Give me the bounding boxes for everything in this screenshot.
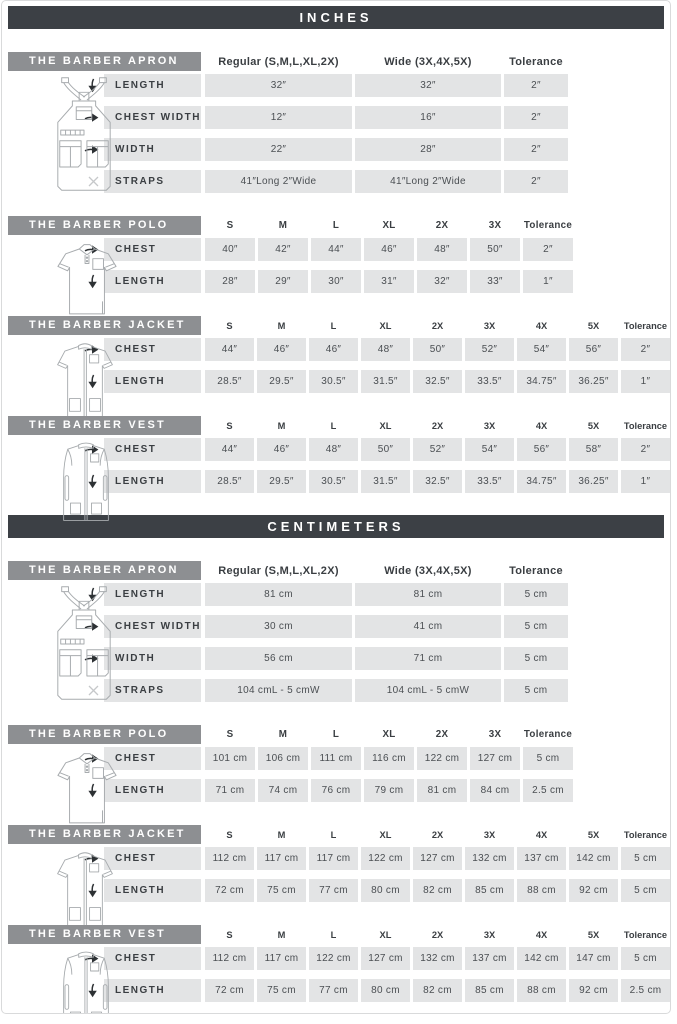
size-value: 2.5 cm: [621, 979, 670, 1002]
size-value: 132 cm: [413, 947, 462, 970]
row-values: [205, 170, 568, 193]
product-size-section: [8, 925, 670, 1002]
size-value: 122 cm: [309, 947, 358, 970]
section-header-row: [8, 52, 670, 71]
column-header: 5X: [587, 320, 600, 331]
row-label: CHEST WIDTH: [104, 106, 201, 129]
column-header: M: [277, 829, 286, 840]
column-header: S: [226, 929, 233, 940]
row-label: LENGTH: [104, 779, 201, 802]
size-value: 142 cm: [517, 947, 566, 970]
row-values: [205, 879, 670, 902]
centimeters-panel: [8, 561, 670, 1002]
size-value: 48″: [361, 338, 410, 361]
size-value: 147 cm: [569, 947, 618, 970]
row-values: [205, 270, 573, 293]
size-value: 29.5″: [257, 470, 306, 493]
column-header: L: [330, 929, 337, 940]
section-header-row: [8, 216, 670, 235]
column-headers: [205, 316, 670, 335]
size-value: 48″: [417, 238, 467, 261]
column-header: Tolerance: [523, 729, 573, 740]
size-value: 28″: [205, 270, 255, 293]
size-value: 111 cm: [311, 747, 361, 770]
column-header: 3X: [488, 220, 502, 231]
jacket-illustration: [54, 341, 116, 425]
row-values: [205, 238, 573, 261]
column-header: Wide (3X,4X,5X): [384, 55, 472, 68]
row-values: [205, 106, 568, 129]
size-value: 1″: [621, 370, 670, 393]
section-header-row: [8, 725, 670, 744]
size-value: 34.75″: [517, 370, 566, 393]
size-value: 104 cmL - 5 cmW: [355, 679, 501, 702]
column-header: 3X: [483, 929, 496, 940]
product-size-section: [8, 825, 670, 902]
column-header: S: [226, 320, 233, 331]
column-header: 2X: [431, 320, 444, 331]
column-header: L: [332, 729, 340, 740]
row-label: LENGTH: [104, 370, 201, 393]
row-values: [205, 138, 568, 161]
product-size-section: [8, 216, 670, 293]
size-value: 40″: [205, 238, 255, 261]
column-header: L: [330, 829, 337, 840]
size-value: 85 cm: [465, 879, 514, 902]
size-value: 127 cm: [470, 747, 520, 770]
column-header: 4X: [535, 320, 548, 331]
page-frame: [1, 0, 671, 1014]
size-value: 5 cm: [504, 615, 568, 638]
size-value: 54″: [465, 438, 514, 461]
row-values: [205, 583, 568, 606]
row-label: LENGTH: [104, 270, 201, 293]
column-header: XL: [379, 929, 392, 940]
column-header: S: [226, 829, 233, 840]
vest-illustration: [58, 950, 114, 1014]
column-headers: [205, 925, 670, 944]
section-header-row: [8, 561, 670, 580]
size-value: 46″: [257, 438, 306, 461]
polo-illustration: [56, 243, 118, 317]
row-values: [205, 470, 670, 493]
column-headers: [205, 825, 670, 844]
size-value: 2″: [504, 170, 568, 193]
vest-illustration: [58, 441, 114, 525]
column-header: XL: [382, 220, 396, 231]
size-value: 22″: [205, 138, 352, 161]
size-value: 81 cm: [417, 779, 467, 802]
size-value: 74 cm: [258, 779, 308, 802]
column-header: XL: [379, 829, 392, 840]
size-value: 5 cm: [621, 847, 670, 870]
column-header: 4X: [535, 929, 548, 940]
product-size-section: [8, 416, 670, 493]
size-value: 32″: [205, 74, 352, 97]
size-value: 41″Long 2″Wide: [205, 170, 352, 193]
row-label: CHEST: [104, 947, 201, 970]
size-value: 52″: [413, 438, 462, 461]
size-value: 52″: [465, 338, 514, 361]
row-values: [205, 338, 670, 361]
inches-header-bar: [8, 6, 664, 29]
size-value: 92 cm: [569, 879, 618, 902]
size-value: 75 cm: [257, 879, 306, 902]
column-header: Wide (3X,4X,5X): [384, 564, 472, 577]
row-values: [205, 438, 670, 461]
size-value: 5 cm: [621, 879, 670, 902]
row-label: CHEST WIDTH: [104, 615, 201, 638]
size-value: 127 cm: [413, 847, 462, 870]
size-value: 81 cm: [205, 583, 352, 606]
size-value: 81 cm: [355, 583, 501, 606]
column-headers: [205, 725, 573, 744]
size-value: 5 cm: [504, 679, 568, 702]
size-value: 30″: [311, 270, 361, 293]
size-value: 36.25″: [569, 370, 618, 393]
size-value: 117 cm: [309, 847, 358, 870]
column-header: 5X: [587, 420, 600, 431]
row-label: WIDTH: [104, 647, 201, 670]
size-value: 29″: [258, 270, 308, 293]
column-header: 3X: [483, 420, 496, 431]
row-values: [205, 979, 670, 1002]
size-value: 2″: [621, 438, 670, 461]
row-label: CHEST: [104, 847, 201, 870]
row-label: CHEST: [104, 238, 201, 261]
size-value: 12″: [205, 106, 352, 129]
size-value: 76 cm: [311, 779, 361, 802]
section-title-bar: THE BARBER JACKET: [8, 825, 201, 844]
size-value: 85 cm: [465, 979, 514, 1002]
product-size-section: [8, 561, 670, 702]
size-value: 72 cm: [205, 879, 254, 902]
size-value: 122 cm: [417, 747, 467, 770]
size-value: 82 cm: [413, 979, 462, 1002]
size-value: 5 cm: [504, 583, 568, 606]
section-header-row: [8, 416, 670, 435]
size-value: 137 cm: [465, 947, 514, 970]
size-value: 50″: [470, 238, 520, 261]
column-header: XL: [379, 420, 392, 431]
size-value: 44″: [311, 238, 361, 261]
size-value: 29.5″: [257, 370, 306, 393]
column-header: S: [226, 729, 234, 740]
column-header: 3X: [483, 829, 496, 840]
column-header: 4X: [535, 420, 548, 431]
size-value: 33.5″: [465, 470, 514, 493]
column-header: Tolerance: [623, 829, 668, 840]
row-label: STRAPS: [104, 170, 201, 193]
size-value: 31.5″: [361, 470, 410, 493]
size-value: 116 cm: [364, 747, 414, 770]
size-value: 44″: [205, 438, 254, 461]
size-value: 16″: [355, 106, 501, 129]
size-value: 5 cm: [621, 947, 670, 970]
size-value: 75 cm: [257, 979, 306, 1002]
section-title-bar: THE BARBER VEST: [8, 925, 201, 944]
apron-illustration: [52, 76, 116, 192]
size-value: 2.5 cm: [523, 779, 573, 802]
size-value: 71 cm: [355, 647, 501, 670]
section-title-bar: THE BARBER POLO: [8, 216, 201, 235]
row-values: [205, 779, 573, 802]
size-value: 30 cm: [205, 615, 352, 638]
size-value: 32″: [355, 74, 501, 97]
inches-header-label: INCHES: [299, 10, 373, 25]
size-value: 127 cm: [361, 947, 410, 970]
row-label: CHEST: [104, 747, 201, 770]
column-header: Tolerance: [509, 55, 563, 68]
column-header: S: [226, 220, 234, 231]
size-value: 82 cm: [413, 879, 462, 902]
column-header: 2X: [435, 729, 449, 740]
size-value: 33.5″: [465, 370, 514, 393]
product-size-section: [8, 316, 670, 393]
section-title-bar: THE BARBER POLO: [8, 725, 201, 744]
row-label: WIDTH: [104, 138, 201, 161]
row-label: LENGTH: [104, 470, 201, 493]
size-value: 117 cm: [257, 847, 306, 870]
size-value: 1″: [621, 470, 670, 493]
size-value: 50″: [361, 438, 410, 461]
centimeters-header-label: CENTIMETERS: [267, 519, 405, 534]
column-header: M: [277, 320, 286, 331]
size-value: 42″: [258, 238, 308, 261]
column-header: S: [226, 420, 233, 431]
column-header: L: [330, 320, 337, 331]
column-header: XL: [379, 320, 392, 331]
size-value: 32″: [417, 270, 467, 293]
column-header: M: [278, 729, 288, 740]
size-value: 1″: [523, 270, 573, 293]
size-value: 72 cm: [205, 979, 254, 1002]
size-value: 71 cm: [205, 779, 255, 802]
row-label: LENGTH: [104, 979, 201, 1002]
size-value: 117 cm: [257, 947, 306, 970]
size-value: 46″: [309, 338, 358, 361]
column-header: 5X: [587, 829, 600, 840]
column-header: M: [278, 220, 288, 231]
column-header: Tolerance: [623, 929, 668, 940]
size-value: 137 cm: [517, 847, 566, 870]
size-value: 54″: [517, 338, 566, 361]
jacket-illustration: [54, 850, 116, 934]
row-label: LENGTH: [104, 879, 201, 902]
column-header: M: [277, 420, 286, 431]
size-value: 122 cm: [361, 847, 410, 870]
size-value: 2″: [504, 138, 568, 161]
column-header: 2X: [431, 929, 444, 940]
polo-illustration: [56, 752, 118, 826]
size-value: 88 cm: [517, 979, 566, 1002]
column-header: Tolerance: [523, 220, 573, 231]
size-value: 36.25″: [569, 470, 618, 493]
column-header: Tolerance: [623, 420, 668, 431]
row-values: [205, 679, 568, 702]
size-value: 80 cm: [361, 879, 410, 902]
apron-illustration: [52, 585, 116, 701]
inches-panel: [8, 52, 670, 493]
row-values: [205, 615, 568, 638]
size-value: 5 cm: [523, 747, 573, 770]
size-value: 48″: [309, 438, 358, 461]
column-header: 3X: [488, 729, 502, 740]
size-value: 33″: [470, 270, 520, 293]
row-values: [205, 74, 568, 97]
size-value: 30.5″: [309, 370, 358, 393]
row-values: [205, 647, 568, 670]
section-header-row: [8, 316, 670, 335]
size-value: 79 cm: [364, 779, 414, 802]
column-header: Regular (S,M,L,XL,2X): [218, 564, 339, 577]
column-headers: [205, 52, 568, 71]
column-header: 4X: [535, 829, 548, 840]
row-values: [205, 370, 670, 393]
row-values: [205, 947, 670, 970]
column-header: 5X: [587, 929, 600, 940]
size-value: 31.5″: [361, 370, 410, 393]
size-value: 56 cm: [205, 647, 352, 670]
size-value: 5 cm: [504, 647, 568, 670]
column-header: Tolerance: [509, 564, 563, 577]
size-value: 46″: [257, 338, 306, 361]
column-header: M: [277, 929, 286, 940]
row-label: CHEST: [104, 438, 201, 461]
size-value: 132 cm: [465, 847, 514, 870]
size-value: 56″: [569, 338, 618, 361]
column-header: 2X: [431, 829, 444, 840]
size-value: 31″: [364, 270, 414, 293]
size-value: 77 cm: [309, 979, 358, 1002]
size-value: 56″: [517, 438, 566, 461]
size-value: 28″: [355, 138, 501, 161]
column-header: 3X: [483, 320, 496, 331]
size-value: 32.5″: [413, 370, 462, 393]
size-value: 30.5″: [309, 470, 358, 493]
size-value: 104 cmL - 5 cmW: [205, 679, 352, 702]
size-value: 77 cm: [309, 879, 358, 902]
size-value: 88 cm: [517, 879, 566, 902]
row-label: STRAPS: [104, 679, 201, 702]
section-header-row: [8, 925, 670, 944]
size-value: 28.5″: [205, 470, 254, 493]
size-value: 2″: [523, 238, 573, 261]
column-header: 2X: [435, 220, 449, 231]
section-title-bar: THE BARBER JACKET: [8, 316, 201, 335]
size-value: 46″: [364, 238, 414, 261]
column-header: L: [330, 420, 337, 431]
size-value: 34.75″: [517, 470, 566, 493]
size-value: 50″: [413, 338, 462, 361]
size-value: 84 cm: [470, 779, 520, 802]
size-value: 41″Long 2″Wide: [355, 170, 501, 193]
row-label: CHEST: [104, 338, 201, 361]
section-header-row: [8, 825, 670, 844]
row-values: [205, 747, 573, 770]
section-title-bar: THE BARBER VEST: [8, 416, 201, 435]
size-value: 41 cm: [355, 615, 501, 638]
row-label: LENGTH: [104, 74, 201, 97]
size-value: 142 cm: [569, 847, 618, 870]
row-values: [205, 847, 670, 870]
size-value: 2″: [621, 338, 670, 361]
product-size-section: [8, 52, 670, 193]
row-label: LENGTH: [104, 583, 201, 606]
column-headers: [205, 561, 568, 580]
size-value: 106 cm: [258, 747, 308, 770]
size-value: 92 cm: [569, 979, 618, 1002]
column-header: XL: [382, 729, 396, 740]
column-header: L: [332, 220, 340, 231]
size-value: 112 cm: [205, 847, 254, 870]
column-header: Tolerance: [623, 320, 668, 331]
size-value: 2″: [504, 106, 568, 129]
size-value: 32.5″: [413, 470, 462, 493]
section-title-bar: THE BARBER APRON: [8, 561, 201, 580]
column-headers: [205, 216, 573, 235]
size-value: 58″: [569, 438, 618, 461]
size-value: 80 cm: [361, 979, 410, 1002]
section-title-bar: THE BARBER APRON: [8, 52, 201, 71]
size-value: 101 cm: [205, 747, 255, 770]
size-value: 112 cm: [205, 947, 254, 970]
product-size-section: [8, 725, 670, 802]
column-headers: [205, 416, 670, 435]
size-value: 28.5″: [205, 370, 254, 393]
size-value: 44″: [205, 338, 254, 361]
column-header: 2X: [431, 420, 444, 431]
size-value: 2″: [504, 74, 568, 97]
column-header: Regular (S,M,L,XL,2X): [218, 55, 339, 68]
